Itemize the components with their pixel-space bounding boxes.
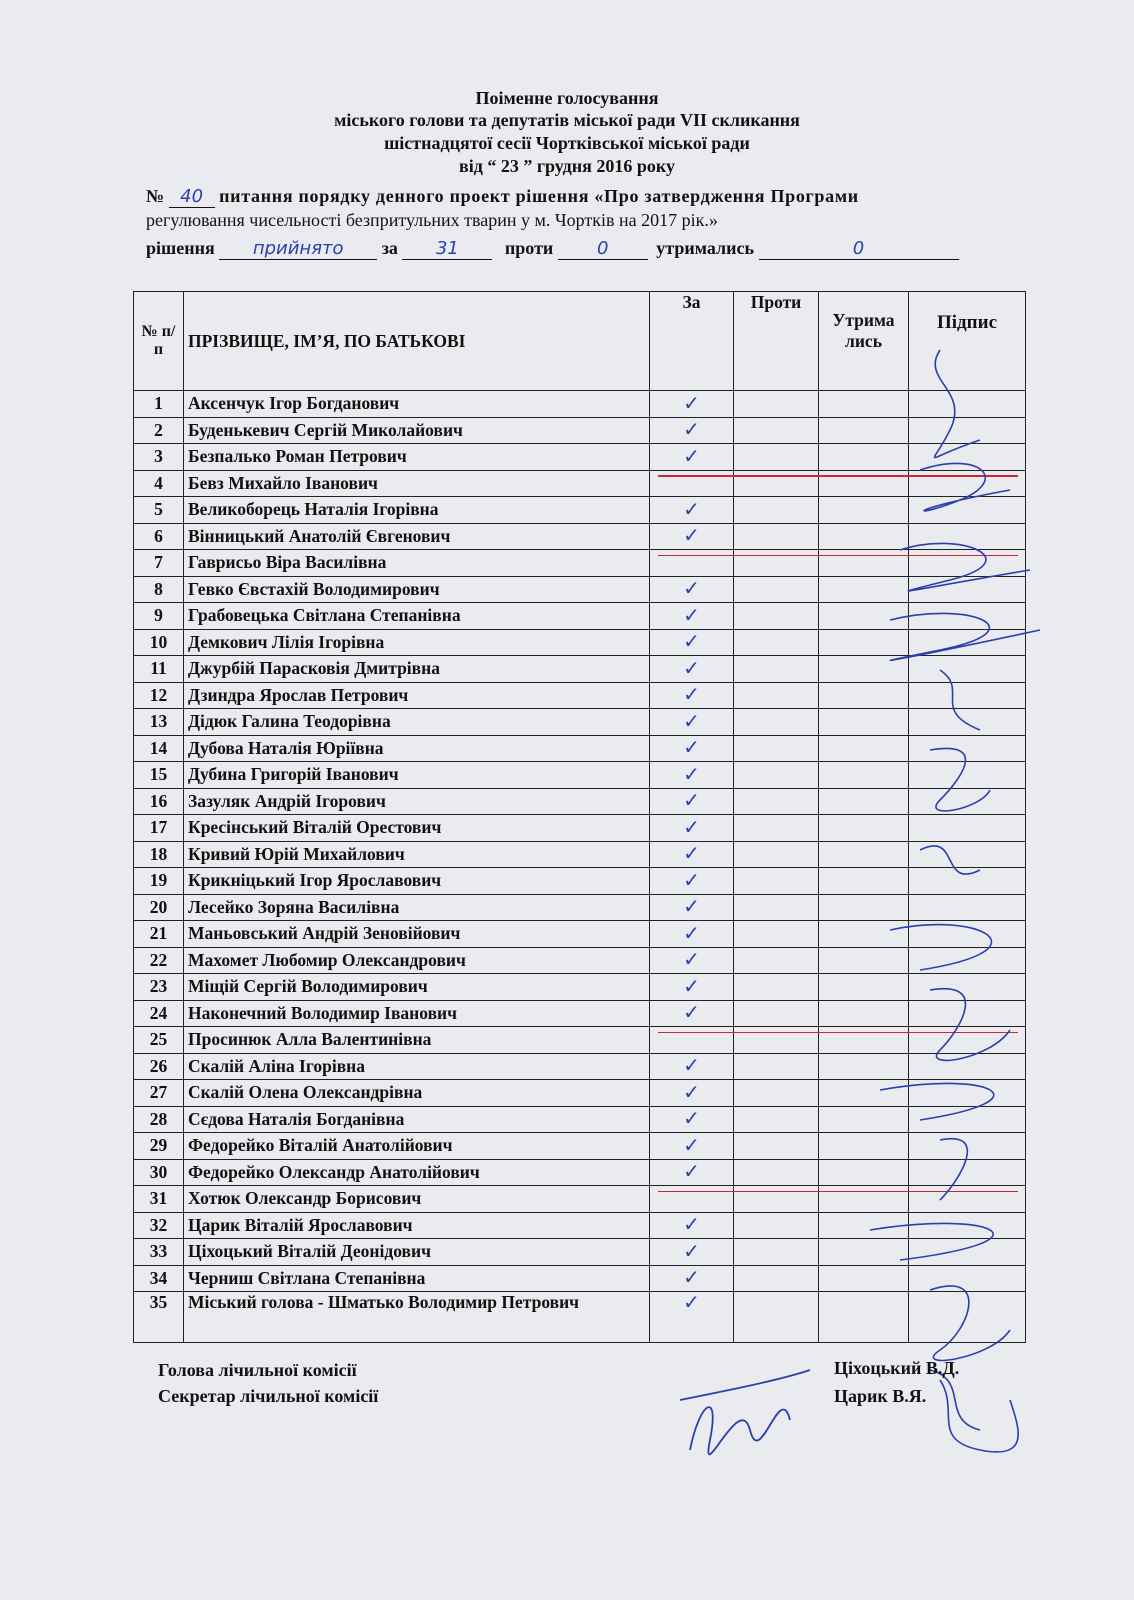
vote-check-mark: ✓ bbox=[683, 920, 700, 945]
row-name: Просинюк Алла Валентинівна bbox=[184, 1027, 650, 1054]
row-proty-cell bbox=[734, 1239, 819, 1266]
row-no: 8 bbox=[134, 576, 184, 603]
row-za-cell bbox=[650, 1265, 734, 1292]
row-name: Царик Віталій Ярославович bbox=[184, 1212, 650, 1239]
row-za-cell bbox=[650, 735, 734, 762]
decision-line bbox=[146, 238, 959, 260]
row-za-cell bbox=[650, 1186, 734, 1213]
vote-check-mark: ✓ bbox=[683, 1053, 700, 1078]
row-name: Зазуляк Андрій Ігорович bbox=[184, 788, 650, 815]
row-name: Маньовський Андрій Зеновійович bbox=[184, 921, 650, 948]
row-proty-cell bbox=[734, 709, 819, 736]
za-label: за bbox=[381, 238, 398, 258]
row-no: 14 bbox=[134, 735, 184, 762]
row-no: 18 bbox=[134, 841, 184, 868]
row-no: 28 bbox=[134, 1106, 184, 1133]
vote-check-mark: ✓ bbox=[683, 1159, 700, 1184]
row-name: Дубова Наталія Юріївна bbox=[184, 735, 650, 762]
vote-check-mark: ✓ bbox=[683, 1106, 700, 1131]
secretary-signature bbox=[670, 1360, 820, 1470]
row-name: Джурбій Парасковія Дмитрівна bbox=[184, 656, 650, 683]
row-no: 4 bbox=[134, 470, 184, 497]
vote-check-mark: ✓ bbox=[683, 947, 700, 972]
row-name: Кривий Юрій Михайлович bbox=[184, 841, 650, 868]
vote-check-mark: ✓ bbox=[683, 1291, 700, 1314]
row-no: 2 bbox=[134, 417, 184, 444]
vote-check-mark: ✓ bbox=[683, 867, 700, 892]
vote-check-mark: ✓ bbox=[683, 735, 700, 760]
row-proty-cell bbox=[734, 1159, 819, 1186]
row-za-cell bbox=[650, 444, 734, 471]
row-name: Наконечний Володимир Іванович bbox=[184, 1000, 650, 1027]
row-za-cell bbox=[650, 391, 734, 418]
row-proty-cell bbox=[734, 523, 819, 550]
za-value: 31 bbox=[435, 238, 459, 259]
row-proty-cell bbox=[734, 444, 819, 471]
row-za-cell bbox=[650, 1133, 734, 1160]
row-za-cell bbox=[650, 947, 734, 974]
chair-name: Ціхоцький В.Д. bbox=[834, 1358, 960, 1378]
row-name: Буденькевич Сергій Миколайович bbox=[184, 417, 650, 444]
row-proty-cell bbox=[734, 417, 819, 444]
question-no-value: 40 bbox=[180, 186, 204, 207]
row-no: 1 bbox=[134, 391, 184, 418]
row-za-cell bbox=[650, 815, 734, 842]
row-no: 12 bbox=[134, 682, 184, 709]
row-proty-cell bbox=[734, 762, 819, 789]
row-no: 29 bbox=[134, 1133, 184, 1160]
row-name: Великоборець Наталія Ігорівна bbox=[184, 497, 650, 524]
row-no: 34 bbox=[134, 1265, 184, 1292]
vote-check-mark: ✓ bbox=[683, 1132, 700, 1157]
row-proty-cell bbox=[734, 815, 819, 842]
row-no: 25 bbox=[134, 1027, 184, 1054]
row-za-cell bbox=[650, 974, 734, 1001]
row-no: 6 bbox=[134, 523, 184, 550]
proty-value: 0 bbox=[597, 238, 609, 259]
row-no: 30 bbox=[134, 1159, 184, 1186]
row-name: Бевз Михайло Іванович bbox=[184, 470, 650, 497]
row-za-cell bbox=[650, 1239, 734, 1266]
chair-label: Голова лічильної комісії bbox=[158, 1360, 357, 1380]
row-name: Махомет Любомир Олександрович bbox=[184, 947, 650, 974]
vote-check-mark: ✓ bbox=[683, 894, 700, 919]
row-no: 16 bbox=[134, 788, 184, 815]
row-name: Гевко Євстахій Володимирович bbox=[184, 576, 650, 603]
row-no: 33 bbox=[134, 1239, 184, 1266]
vote-check-mark: ✓ bbox=[683, 788, 700, 813]
row-za-cell bbox=[650, 762, 734, 789]
vote-check-mark: ✓ bbox=[683, 602, 700, 627]
row-name: Дзиндра Ярослав Петрович bbox=[184, 682, 650, 709]
row-name: Дідюк Галина Теодорівна bbox=[184, 709, 650, 736]
vote-check-mark: ✓ bbox=[683, 417, 700, 442]
row-za-cell bbox=[650, 470, 734, 497]
row-name: Федорейко Олександр Анатолійович bbox=[184, 1159, 650, 1186]
row-za-cell bbox=[650, 1027, 734, 1054]
proty-label: проти bbox=[504, 238, 554, 258]
row-proty-cell bbox=[734, 1212, 819, 1239]
row-name: Міщій Сергій Володимирович bbox=[184, 974, 650, 1001]
row-za-cell bbox=[650, 656, 734, 683]
row-proty-cell bbox=[734, 1053, 819, 1080]
row-no: 11 bbox=[134, 656, 184, 683]
row-proty-cell bbox=[734, 947, 819, 974]
row-name: Скалій Олена Олександрівна bbox=[184, 1080, 650, 1107]
row-no: 10 bbox=[134, 629, 184, 656]
row-proty-cell bbox=[734, 470, 819, 497]
question-no-label: № bbox=[146, 186, 165, 206]
row-za-cell bbox=[650, 921, 734, 948]
chair-signature bbox=[920, 1370, 1040, 1470]
row-no: 32 bbox=[134, 1212, 184, 1239]
header-name: ПРІЗВИЩЕ, ІМ’Я, ПО БАТЬКОВІ bbox=[184, 292, 650, 391]
row-name: Аксенчук Ігор Богданович bbox=[184, 391, 650, 418]
question-line bbox=[146, 186, 859, 208]
row-no: 35 bbox=[134, 1292, 184, 1343]
row-no: 22 bbox=[134, 947, 184, 974]
doc-title: Поіменне голосування bbox=[475, 88, 659, 108]
row-proty-cell bbox=[734, 868, 819, 895]
vote-check-mark: ✓ bbox=[683, 682, 700, 707]
vote-check-mark: ✓ bbox=[683, 629, 700, 654]
vote-check-mark: ✓ bbox=[683, 708, 700, 733]
row-proty-cell bbox=[734, 1292, 819, 1343]
header-utr: Утрима лись bbox=[819, 292, 909, 391]
row-name: Кресінський Віталій Орестович bbox=[184, 815, 650, 842]
vote-check-mark: ✓ bbox=[683, 443, 700, 468]
vote-check-mark: ✓ bbox=[683, 1079, 700, 1104]
row-name: Крикніцький Ігор Ярославович bbox=[184, 868, 650, 895]
row-proty-cell bbox=[734, 682, 819, 709]
row-name: Міський голова - Шматько Володимир Петрович bbox=[184, 1292, 650, 1343]
row-proty-cell bbox=[734, 1186, 819, 1213]
row-name: Сєдова Наталія Богданівна bbox=[184, 1106, 650, 1133]
row-no: 23 bbox=[134, 974, 184, 1001]
row-za-cell bbox=[650, 841, 734, 868]
vote-check-mark: ✓ bbox=[683, 761, 700, 786]
row-no: 20 bbox=[134, 894, 184, 921]
row-proty-cell bbox=[734, 1133, 819, 1160]
secretary-name: Царик В.Я. bbox=[834, 1386, 927, 1406]
header-no: № п/п bbox=[134, 292, 184, 391]
doc-subtitle-council: міського голови та депутатів міської ради VII скликання bbox=[334, 110, 800, 130]
row-za-cell bbox=[650, 417, 734, 444]
row-za-cell bbox=[650, 868, 734, 895]
row-no: 24 bbox=[134, 1000, 184, 1027]
row-za-cell bbox=[650, 788, 734, 815]
row-proty-cell bbox=[734, 550, 819, 577]
vote-check-mark: ✓ bbox=[683, 576, 700, 601]
row-za-cell bbox=[650, 1106, 734, 1133]
vote-check-mark: ✓ bbox=[683, 496, 700, 521]
row-proty-cell bbox=[734, 735, 819, 762]
row-za-cell bbox=[650, 497, 734, 524]
row-za-cell bbox=[650, 1080, 734, 1107]
utr-label: утримались bbox=[656, 238, 754, 258]
row-proty-cell bbox=[734, 391, 819, 418]
row-za-cell bbox=[650, 1212, 734, 1239]
row-no: 13 bbox=[134, 709, 184, 736]
row-no: 17 bbox=[134, 815, 184, 842]
vote-check-mark: ✓ bbox=[683, 814, 700, 839]
row-za-cell bbox=[650, 1159, 734, 1186]
vote-check-mark: ✓ bbox=[683, 1212, 700, 1237]
row-proty-cell bbox=[734, 788, 819, 815]
row-proty-cell bbox=[734, 921, 819, 948]
row-proty-cell bbox=[734, 841, 819, 868]
row-za-cell bbox=[650, 550, 734, 577]
row-name: Федорейко Віталій Анатолійович bbox=[184, 1133, 650, 1160]
row-no: 9 bbox=[134, 603, 184, 630]
row-name: Гаврисьо Віра Василівна bbox=[184, 550, 650, 577]
row-za-cell bbox=[650, 603, 734, 630]
row-proty-cell bbox=[734, 603, 819, 630]
row-proty-cell bbox=[734, 894, 819, 921]
vote-check-mark: ✓ bbox=[683, 1265, 700, 1290]
row-proty-cell bbox=[734, 1080, 819, 1107]
vote-check-mark: ✓ bbox=[683, 973, 700, 998]
row-za-cell bbox=[650, 1292, 734, 1343]
row-no: 15 bbox=[134, 762, 184, 789]
row-proty-cell bbox=[734, 974, 819, 1001]
row-name: Дубина Григорій Іванович bbox=[184, 762, 650, 789]
row-za-cell bbox=[650, 576, 734, 603]
row-za-cell bbox=[650, 1053, 734, 1080]
row-proty-cell bbox=[734, 629, 819, 656]
row-proty-cell bbox=[734, 576, 819, 603]
row-proty-cell bbox=[734, 1265, 819, 1292]
row-name: Демкович Лілія Ігорівна bbox=[184, 629, 650, 656]
row-za-cell bbox=[650, 629, 734, 656]
row-no: 19 bbox=[134, 868, 184, 895]
signature-column-scribbles bbox=[860, 330, 1070, 1450]
row-za-cell bbox=[650, 709, 734, 736]
row-proty-cell bbox=[734, 656, 819, 683]
vote-check-mark: ✓ bbox=[683, 655, 700, 680]
question-text-1: питання порядку денного проект рішення «Про затвердження Програми bbox=[219, 186, 859, 206]
row-name: Грабовецька Світлана Степанівна bbox=[184, 603, 650, 630]
vote-check-mark: ✓ bbox=[683, 1238, 700, 1263]
row-no: 27 bbox=[134, 1080, 184, 1107]
question-text-2: регулювання чисельності безпритульних тварин у м. Чортків на 2017 рік.» bbox=[146, 210, 718, 230]
row-za-cell bbox=[650, 894, 734, 921]
row-name: Скалій Аліна Ігорівна bbox=[184, 1053, 650, 1080]
row-proty-cell bbox=[734, 1106, 819, 1133]
vote-check-mark: ✓ bbox=[683, 390, 700, 415]
decision-value: прийнято bbox=[252, 238, 344, 259]
header-proty: Проти bbox=[734, 292, 819, 391]
row-no: 31 bbox=[134, 1186, 184, 1213]
vote-check-mark: ✓ bbox=[683, 1000, 700, 1025]
header-za: За bbox=[650, 292, 734, 391]
row-no: 7 bbox=[134, 550, 184, 577]
row-za-cell bbox=[650, 1000, 734, 1027]
row-za-cell bbox=[650, 682, 734, 709]
vote-check-mark: ✓ bbox=[683, 523, 700, 548]
row-no: 3 bbox=[134, 444, 184, 471]
row-proty-cell bbox=[734, 497, 819, 524]
vote-check-mark: ✓ bbox=[683, 841, 700, 866]
row-za-cell bbox=[650, 523, 734, 550]
row-name: Черниш Світлана Степанівна bbox=[184, 1265, 650, 1292]
row-name: Безпалько Роман Петрович bbox=[184, 444, 650, 471]
row-no: 5 bbox=[134, 497, 184, 524]
utr-value: 0 bbox=[852, 238, 865, 259]
header-sign: Підпис bbox=[909, 292, 1026, 391]
row-proty-cell bbox=[734, 1000, 819, 1027]
doc-subtitle-session: шістнадцятої сесії Чортківської міської ради bbox=[384, 133, 750, 153]
doc-date: від “ 23 ” грудня 2016 року bbox=[459, 156, 675, 176]
row-name: Ціхоцький Віталій Деонідович bbox=[184, 1239, 650, 1266]
row-proty-cell bbox=[734, 1027, 819, 1054]
row-no: 21 bbox=[134, 921, 184, 948]
secretary-label: Секретар лічильної комісії bbox=[158, 1386, 379, 1406]
row-name: Лесейко Зоряна Василівна bbox=[184, 894, 650, 921]
row-name: Вінницький Анатолій Євгенович bbox=[184, 523, 650, 550]
row-no: 26 bbox=[134, 1053, 184, 1080]
row-name: Хотюк Олександр Борисович bbox=[184, 1186, 650, 1213]
decision-label: рішення bbox=[146, 238, 215, 258]
